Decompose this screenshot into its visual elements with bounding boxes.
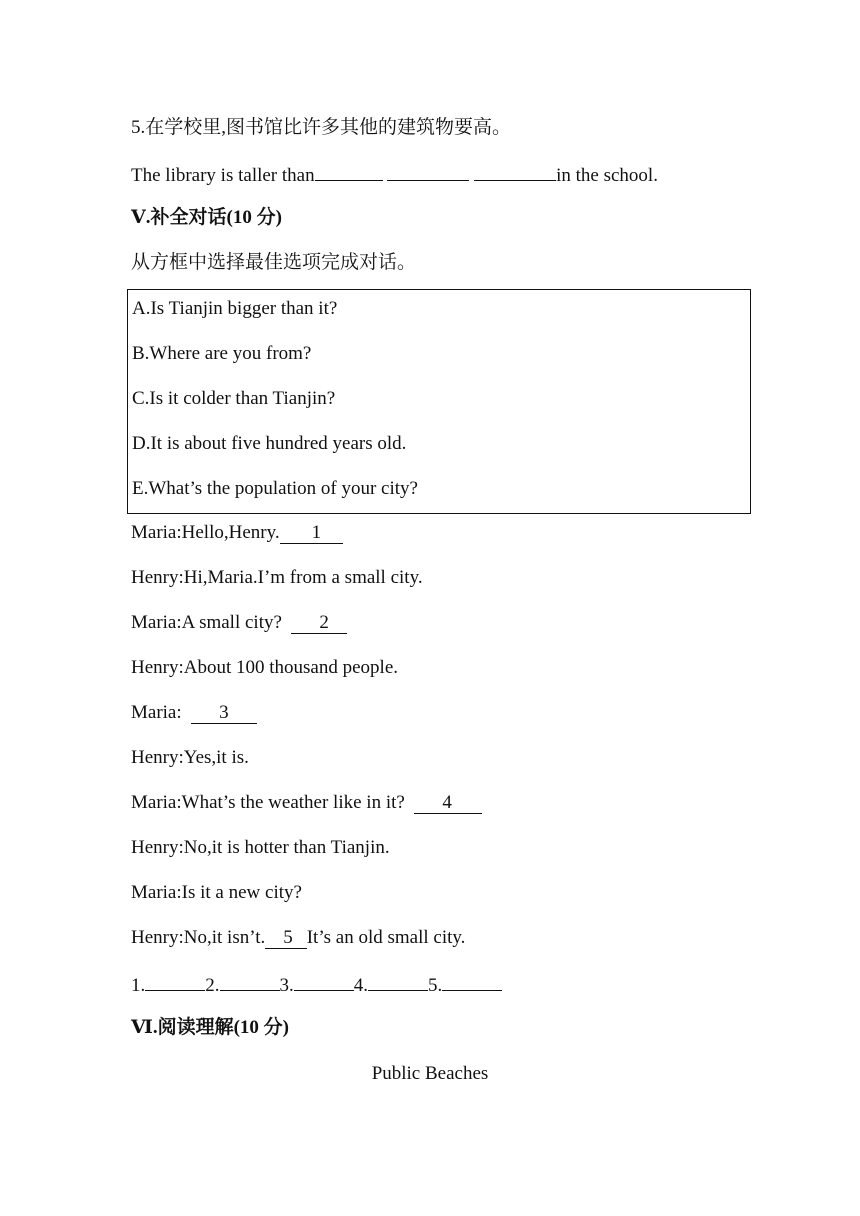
dialogue-blank-2[interactable]: 2 (291, 612, 347, 634)
dialogue-blank-1[interactable]: 1 (280, 522, 344, 544)
answer-label-5: 5. (428, 975, 443, 996)
dialogue-line-9: Maria:Is it a new city? (131, 882, 302, 903)
option-b: B.Where are you from? (132, 343, 312, 364)
q5-blank-2[interactable] (387, 160, 469, 181)
q5-prompt: 5.在学校里,图书馆比许多其他的建筑物要高。 (131, 117, 512, 138)
dialogue-text: Maria:What’s the weather like in it? (131, 792, 415, 813)
q5-sentence (131, 160, 658, 189)
dialogue-line-4: Henry:About 100 thousand people. (131, 657, 399, 678)
answer-blank-4[interactable] (368, 970, 428, 991)
options-box (127, 289, 751, 514)
dialogue-text: Maria:A small city? (131, 612, 292, 633)
q5-sentence-end: in the school. (556, 165, 658, 186)
section6-heading: Ⅵ.阅读理解(10 分) (131, 1017, 290, 1038)
option-a: A.Is Tianjin bigger than it? (132, 298, 338, 319)
dialogue-line-7 (131, 790, 482, 816)
answer-blank-1[interactable] (145, 970, 205, 991)
answer-blank-3[interactable] (294, 970, 354, 991)
section5-heading: Ⅴ.补全对话(10 分) (131, 207, 282, 228)
option-c: C.Is it colder than Tianjin? (132, 388, 336, 409)
dialogue-line-3 (131, 610, 347, 636)
answer-label-3: 3. (279, 975, 294, 996)
q5-sentence-start: The library is taller than (131, 165, 315, 186)
dialogue-text-after: It’s an old small city. (306, 927, 466, 948)
dialogue-blank-4[interactable]: 4 (414, 792, 482, 814)
answer-label-1: 1. (131, 975, 146, 996)
dialogue-line-10 (131, 925, 465, 951)
dialogue-text: Maria: (131, 702, 192, 723)
answer-label-4: 4. (353, 975, 368, 996)
dialogue-text: Henry:No,it isn’t. (131, 927, 266, 948)
dialogue-blank-5[interactable]: 5 (265, 927, 307, 949)
dialogue-text: Maria:Hello,Henry. (131, 522, 280, 543)
q5-blank-3[interactable] (474, 160, 556, 181)
answer-label-2: 2. (205, 975, 220, 996)
option-e: E.What’s the population of your city? (132, 478, 418, 499)
q5-blank-1[interactable] (315, 160, 383, 181)
passage-title: Public Beaches (371, 1063, 489, 1084)
dialogue-line-8: Henry:No,it is hotter than Tianjin. (131, 837, 390, 858)
dialogue-line-1 (131, 520, 343, 546)
dialogue-blank-3[interactable]: 3 (191, 702, 257, 724)
dialogue-line-2: Henry:Hi,Maria.I’m from a small city. (131, 567, 423, 588)
answer-line (131, 970, 502, 999)
option-d: D.It is about five hundred years old. (132, 433, 407, 454)
dialogue-line-6: Henry:Yes,it is. (131, 747, 249, 768)
section5-instruction: 从方框中选择最佳选项完成对话。 (131, 252, 417, 273)
dialogue-line-5 (131, 700, 257, 726)
answer-blank-5[interactable] (442, 970, 502, 991)
answer-blank-2[interactable] (220, 970, 280, 991)
